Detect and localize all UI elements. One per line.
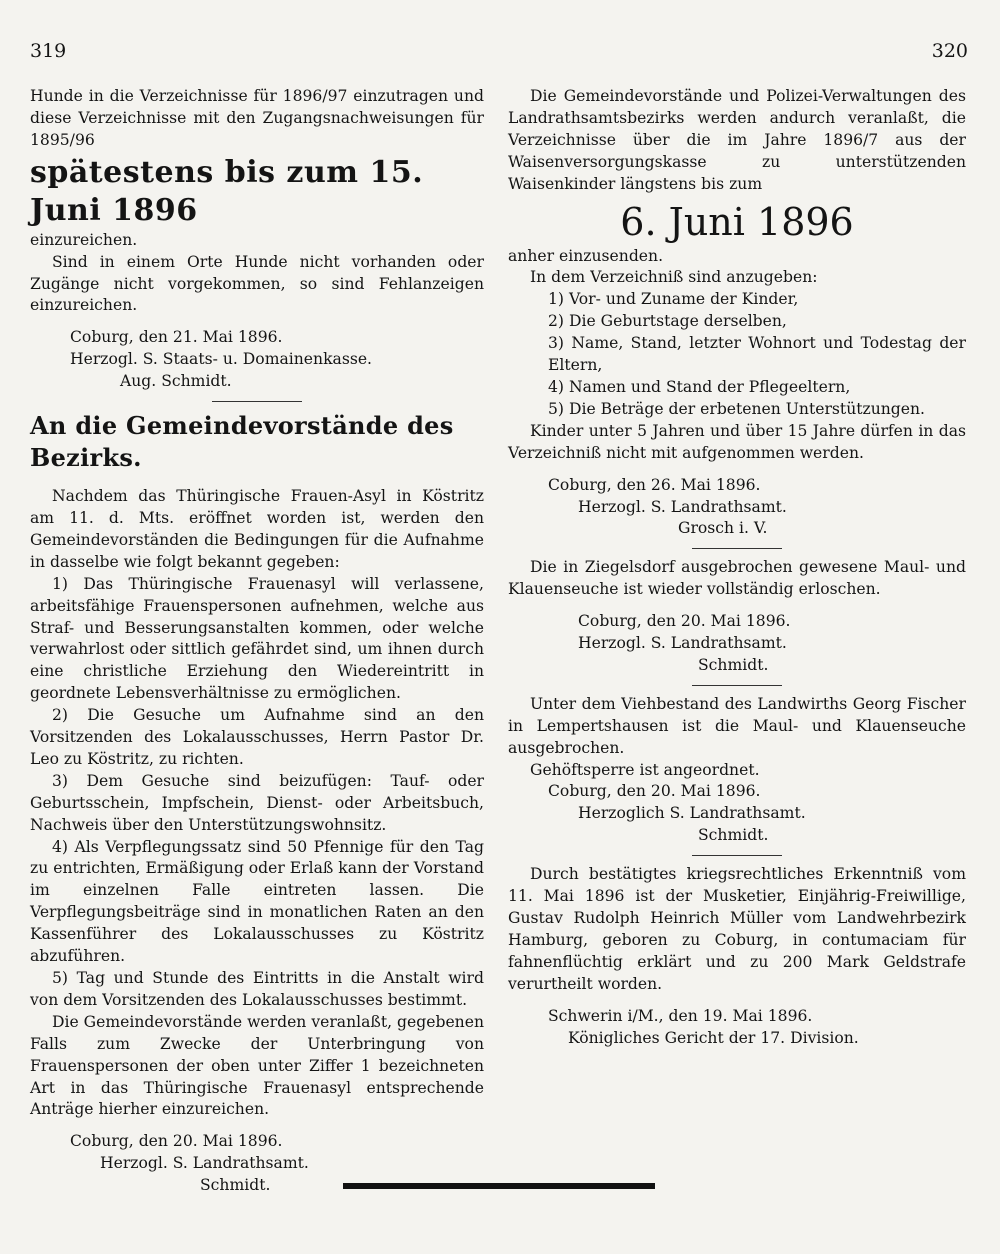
notice-paragraph: Sind in einem Orte Hunde nicht vorhanden oder Zugänge nicht vorgekommen, so sind Fehlanzeigen einzureichen. [30,252,484,315]
right-column [508,86,966,1049]
notice-court-verdict [508,864,966,1049]
notice-after: einzureichen. [30,230,138,249]
list-intro: In dem Verzeichniß sind anzugeben: [530,268,818,287]
notice-date: Coburg, den 21. Mai 1896. [70,328,283,347]
notice-date: Coburg, den 26. Mai 1896. [548,475,761,494]
list-item: 3) Name, Stand, letzter Wohnort und Todestag der Eltern, [548,334,966,375]
notice-authority: Herzogl. S. Landrathsamt. [578,497,787,516]
notice-text: Unter dem Viehbestand des Landwirths Georg Fischer in Lempertshausen ist die Maul- und Klauenseuche ausgebrochen. [508,694,966,757]
notice-authority: Herzoglich S. Landrathsamt. [578,804,806,823]
list-item: 3) Dem Gesuche sind beizufügen: Tauf- oder Geburtsschein, Impfschein, Dienst- oder Arbeitsbuch, Nachweis über den Unterstützungswohnsitz. [30,771,484,834]
list-item: 5) Tag und Stunde des Eintritts in die Anstalt wird von dem Vorsitzenden des Lokalausschusses bestimmt. [30,969,484,1009]
notice-signer: Schmidt. [200,1176,271,1195]
divider [692,855,782,856]
list-item: 2) Die Geburtstage derselben, [548,312,787,331]
list-item: 4) Namen und Stand der Pflegeeltern, [548,377,851,396]
notice-signer: Schmidt. [698,826,769,845]
notice-authority: Herzogl. S. Staats- u. Domainenkasse. [70,350,373,369]
notice-authority: Herzogl. S. Landrathsamt. [100,1154,309,1173]
notice-text: Durch bestätigtes kriegsrechtliches Erkenntniß vom 11. Mai 1896 ist der Musketier, Einjährig-Freiwillige, Gustav Rudolph Heinrich Müller vom Landwehrbezirk Hamburg, geboren zu Coburg, in contumaciam für fahnenflüchtig erklärt und zu 200 Mark Geldstrafe verurtheilt worden. [508,865,966,993]
list-item: 1) Vor- und Zuname der Kinder, [548,290,799,309]
notice-text: Die in Ziegelsdorf ausgebrochen gewesene Maul- und Klauenseuche ist wieder vollständig erloschen. [508,558,966,599]
notice-dog-registers [30,86,484,393]
list-item: 4) Als Verpflegungssatz sind 50 Pfennige für den Tag zu entrichten, Ermäßigung oder Erlaß kann der Vorstand im einzelnen Falle eintreten lassen. Die Verpflegungsbeiträge sind in monatlichen Raten an den Kassenführer des Lokalausschusses zu Köstritz abzuführen. [30,837,484,966]
list-item: 1) Das Thüringische Frauenasyl will verlassene, arbeitsfähige Frauenspersonen aufnehmen, welche aus Straf- und Besserungsanstalten kommen, oder welche verwahrlost oder sittlich gefährdet sind, um ihnen durch eine christliche Erziehung den Wiedereintritt in geordnete Lebensverhältnisse zu ermöglichen. [30,574,484,703]
deadline-text: spätestens bis zum 15. Juni 1896 [30,154,424,228]
divider [692,685,782,686]
list-item: 5) Die Beträge der erbetenen Unterstützungen. [548,399,926,418]
section-heading: An die Gemeindevorstände des Bezirks. [30,411,454,473]
notice-authority: Königliches Gericht der 17. Division. [568,1028,859,1047]
requirements-list [508,289,966,420]
notice-intro: Hunde in die Verzeichnisse für 1896/97 einzutragen und diese Verzeichnisse mit den Zugangsnachweisungen für 1895/96 [30,87,484,149]
page-number-right: 320 [931,40,968,62]
page-number-left: 319 [30,40,67,62]
notice-date: Coburg, den 20. Mai 1896. [548,782,761,801]
notice-signer: Grosch i. V. [678,519,768,538]
notice-intro: Die Gemeindevorstände und Polizei-Verwaltungen des Landrathsamtsbezirks werden andurch veranlaßt, die Verzeichnisse über die im Jahre 1896/7 aus der Waisenversorgungskasse zu unterstützenden Waisenkinder längstens bis zum [508,87,966,193]
divider [212,401,302,402]
notice-closing: Die Gemeindevorstände werden veranlaßt, gegebenen Falls zum Zwecke der Unterbringung von Frauenspersonen der oben unter Ziffer 1 bezeichneten Art in das Thüringische Frauenasyl entsprechende Anträge hierher einzureichen. [30,1012,484,1119]
notice-intro: Nachdem das Thüringische Frauen-Asyl in Köstritz am 11. d. Mts. eröffnet worden ist, werden den Gemeindevorständen die Bedingungen für die Aufnahme in dasselbe wie folgt bekannt gegeben: [30,487,484,571]
page-end-rule [343,1183,655,1189]
notice-signer: Aug. Schmidt. [120,372,232,391]
notice-date: Coburg, den 20. Mai 1896. [578,612,791,631]
list-item: 2) Die Gesuche um Aufnahme sind an den Vorsitzenden des Lokalausschusses, Herrn Pastor Dr. Leo zu Köstritz, zu richten. [30,706,484,768]
notice-disease-extinct [508,557,966,677]
notice-date: Schwerin i/M., den 19. Mai 1896. [548,1006,813,1025]
notice-authority: Herzogl. S. Landrathsamt. [578,634,787,653]
notice-date: Coburg, den 20. Mai 1896. [70,1132,283,1151]
notice-womens-asylum [30,410,484,1197]
notice-disease-outbreak [508,694,966,847]
notice-orphans [508,86,966,540]
notice-note: Kinder unter 5 Jahren und über 15 Jahre dürfen in das Verzeichniß nicht mit aufgenommen werden. [508,421,966,462]
left-column [30,86,484,1197]
notice-text-line2: Gehöftsperre ist angeordnet. [530,760,760,779]
deadline-date: 6. Juni 1896 [620,199,854,244]
notice-after: anher einzusenden. [508,246,664,265]
notice-signer: Schmidt. [698,655,769,674]
divider [692,548,782,549]
